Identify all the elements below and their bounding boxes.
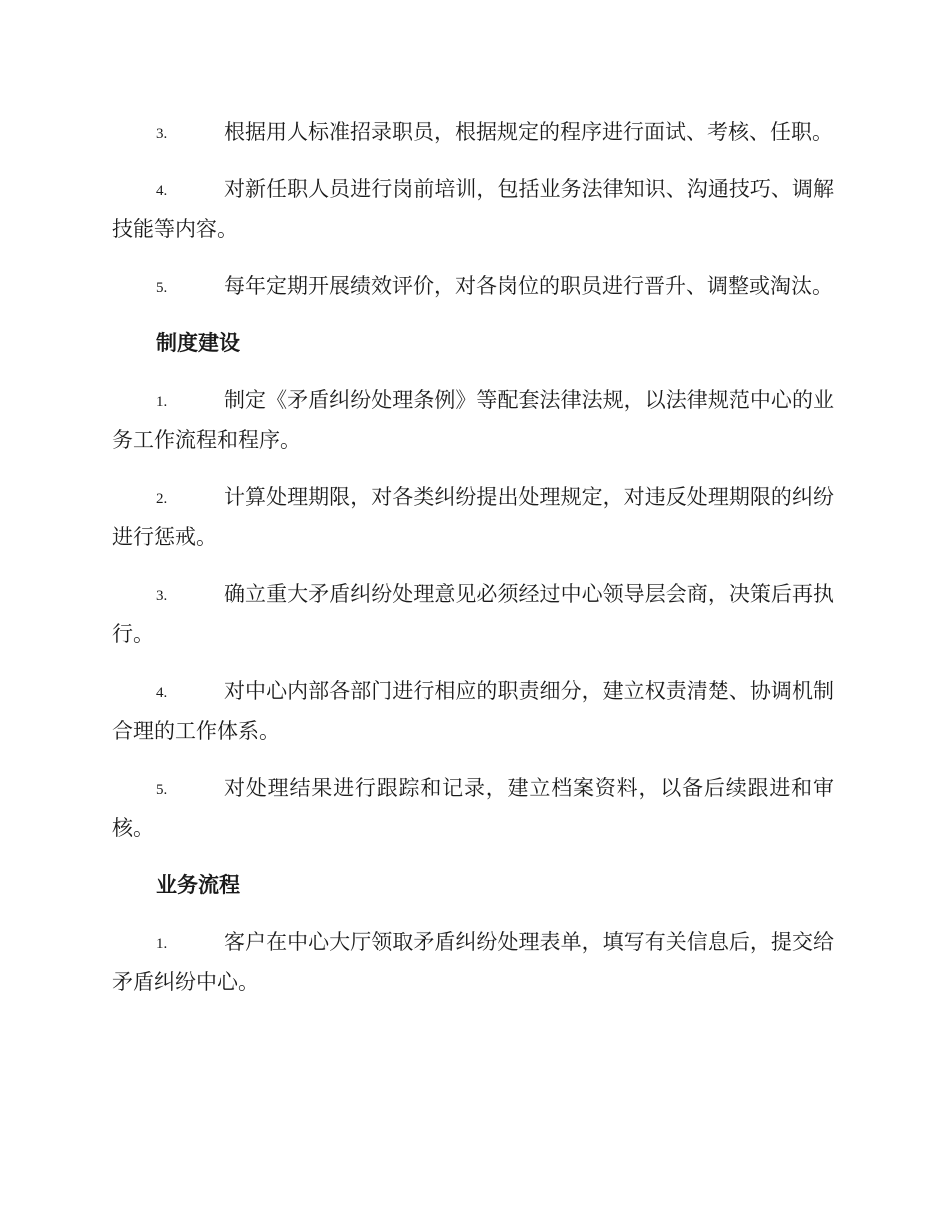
list-text: 确立重大矛盾纠纷处理意见必须经过中心领导层会商，决策后再执行。	[112, 582, 834, 646]
list-item	[112, 671, 834, 751]
list-number: 5.	[156, 280, 168, 296]
list-item	[112, 477, 834, 557]
section-heading-process: 业务流程	[156, 873, 240, 897]
list-number: 4.	[156, 183, 168, 199]
list-item	[112, 922, 834, 1002]
list-item	[112, 112, 834, 152]
list-number: 1.	[156, 394, 168, 410]
list-text: 计算处理期限，对各类纠纷提出处理规定，对违反处理期限的纠纷进行惩戒。	[112, 485, 834, 549]
section-heading-system: 制度建设	[156, 331, 240, 355]
list-item	[112, 266, 834, 306]
list-number: 2.	[156, 491, 168, 507]
list-number: 1.	[156, 936, 168, 952]
list-text: 根据用人标准招录职员，根据规定的程序进行面试、考核、任职。	[224, 120, 833, 144]
list-text: 对新任职人员进行岗前培训，包括业务法律知识、沟通技巧、调解技能等内容。	[112, 177, 834, 241]
list-text: 对中心内部各部门进行相应的职责细分，建立权责清楚、协调机制合理的工作体系。	[112, 679, 834, 743]
list-item	[112, 169, 834, 249]
list-text: 客户在中心大厅领取矛盾纠纷处理表单，填写有关信息后，提交给矛盾纠纷中心。	[112, 930, 834, 994]
list-number: 3.	[156, 126, 168, 142]
list-text: 对处理结果进行跟踪和记录，建立档案资料，以备后续跟进和审核。	[112, 776, 834, 840]
list-item	[112, 574, 834, 654]
list-number: 4.	[156, 685, 168, 701]
list-number: 3.	[156, 588, 168, 604]
list-number: 5.	[156, 782, 168, 798]
list-text: 每年定期开展绩效评价，对各岗位的职员进行晋升、调整或淘汰。	[224, 274, 833, 298]
list-item	[112, 768, 834, 848]
list-item	[112, 380, 834, 460]
document-body	[112, 112, 834, 1019]
list-text: 制定《矛盾纠纷处理条例》等配套法律法规，以法律规范中心的业务工作流程和程序。	[112, 388, 834, 452]
